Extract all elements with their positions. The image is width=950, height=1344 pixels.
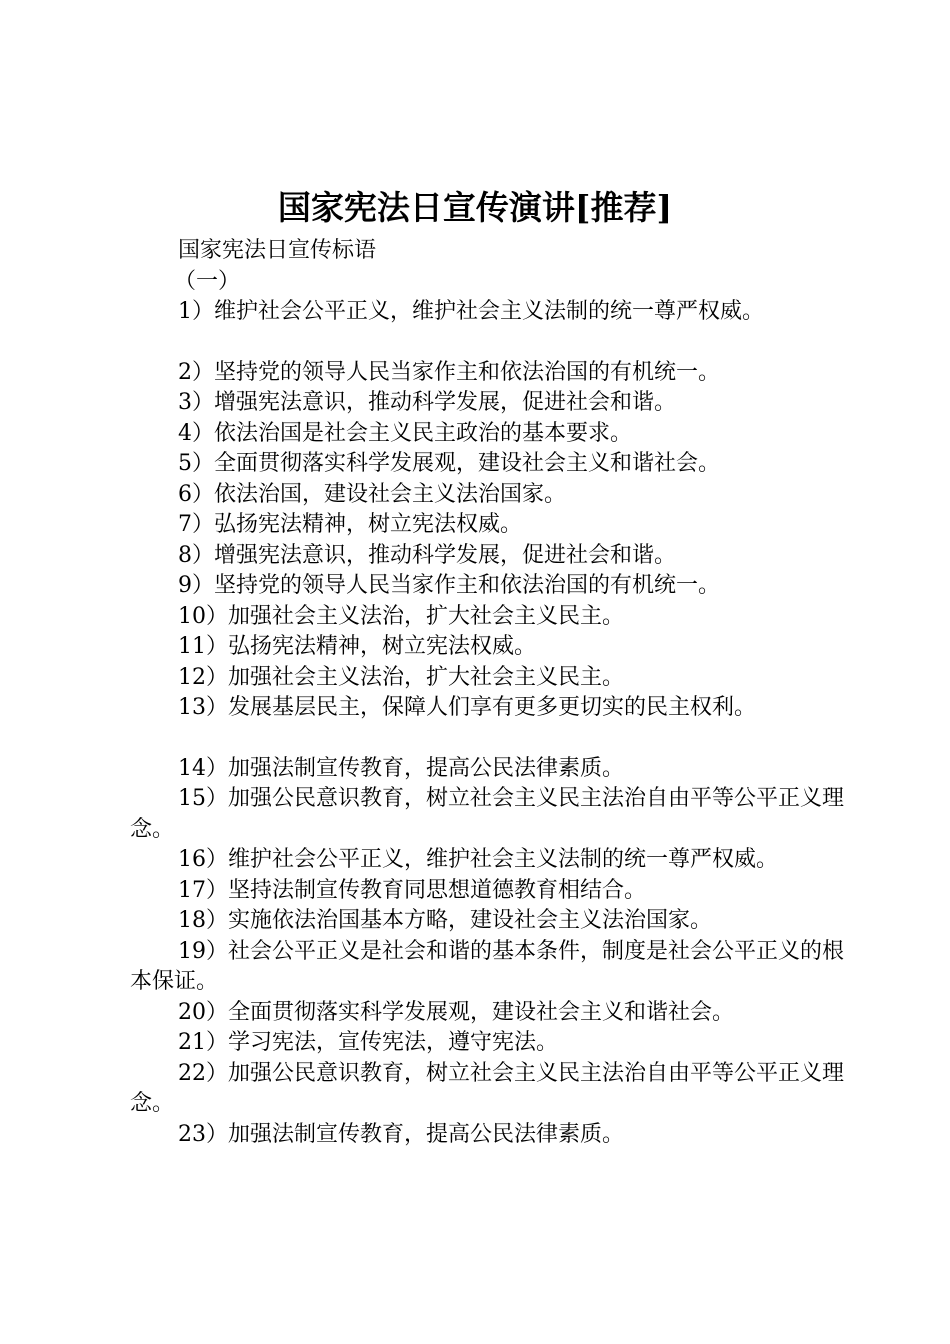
- document-title: 国家宪法日宣传演讲[推荐]: [277, 188, 673, 227]
- slogan-item: 22）加强公民意识教育，树立社会主义民主法治自由平等公平正义理念。: [130, 1060, 844, 1116]
- paragraph-gap: [130, 328, 850, 358]
- slogan-item: 6）依法治国，建设社会主义法治国家。: [178, 481, 566, 507]
- slogan-item: 18）实施依法治国基本方略，建设社会主义法治国家。: [178, 908, 712, 933]
- section-marker: （一）: [174, 268, 241, 294]
- slogan-item: 19）社会公平正义是社会和谐的基本条件，制度是社会公平正义的根本保证。: [130, 938, 844, 994]
- slogan-item: 3）增强宪法意识，推动科学发展，促进社会和谐。: [178, 390, 676, 415]
- slogan-item: 21）学习宪法，宣传宪法，遵守宪法。: [178, 1030, 558, 1055]
- slogan-item: 5）全面贯彻落实科学发展观，建设社会主义和谐社会。: [178, 451, 720, 476]
- slogan-item: 20）全面贯彻落实科学发展观，建设社会主义和谐社会。: [178, 999, 734, 1025]
- slogan-item: 2）坚持党的领导人民当家作主和依法治国的有机统一。: [178, 359, 720, 385]
- slogan-item: 4）依法治国是社会主义民主政治的基本要求。: [178, 420, 632, 446]
- slogan-item: 23）加强法制宣传教育，提高公民法律素质。: [178, 1121, 624, 1147]
- slogan-item: 12）加强社会主义法治，扩大社会主义民主。: [178, 664, 624, 690]
- slogan-item: 10）加强社会主义法治，扩大社会主义民主。: [178, 603, 624, 629]
- slogan-item: 1）维护社会公平正义，维护社会主义法制的统一尊严权威。: [178, 299, 764, 324]
- document-subtitle: 国家宪法日宣传标语: [178, 238, 377, 263]
- slogan-item: 11）弘扬宪法精神，树立宪法权威。: [178, 634, 536, 659]
- slogan-item: 15）加强公民意识教育，树立社会主义民主法治自由平等公平正义理念。: [130, 786, 844, 842]
- slogan-item: 7）弘扬宪法精神，树立宪法权威。: [178, 512, 522, 537]
- slogan-item: 16）维护社会公平正义，维护社会主义法制的统一尊严权威。: [178, 847, 778, 872]
- slogan-item: 14）加强法制宣传教育，提高公民法律素质。: [178, 755, 624, 781]
- slogan-item: 8）增强宪法意识，推动科学发展，促进社会和谐。: [178, 542, 676, 568]
- slogan-item: 9）坚持党的领导人民当家作主和依法治国的有机统一。: [178, 573, 720, 598]
- slogan-item: 17）坚持法制宣传教育同思想道德教育相结合。: [178, 877, 646, 903]
- paragraph-gap: [130, 724, 850, 754]
- slogan-item: 13）发展基层民主，保障人们享有更多更切实的民主权利。: [178, 695, 756, 720]
- document-body: [130, 236, 850, 1150]
